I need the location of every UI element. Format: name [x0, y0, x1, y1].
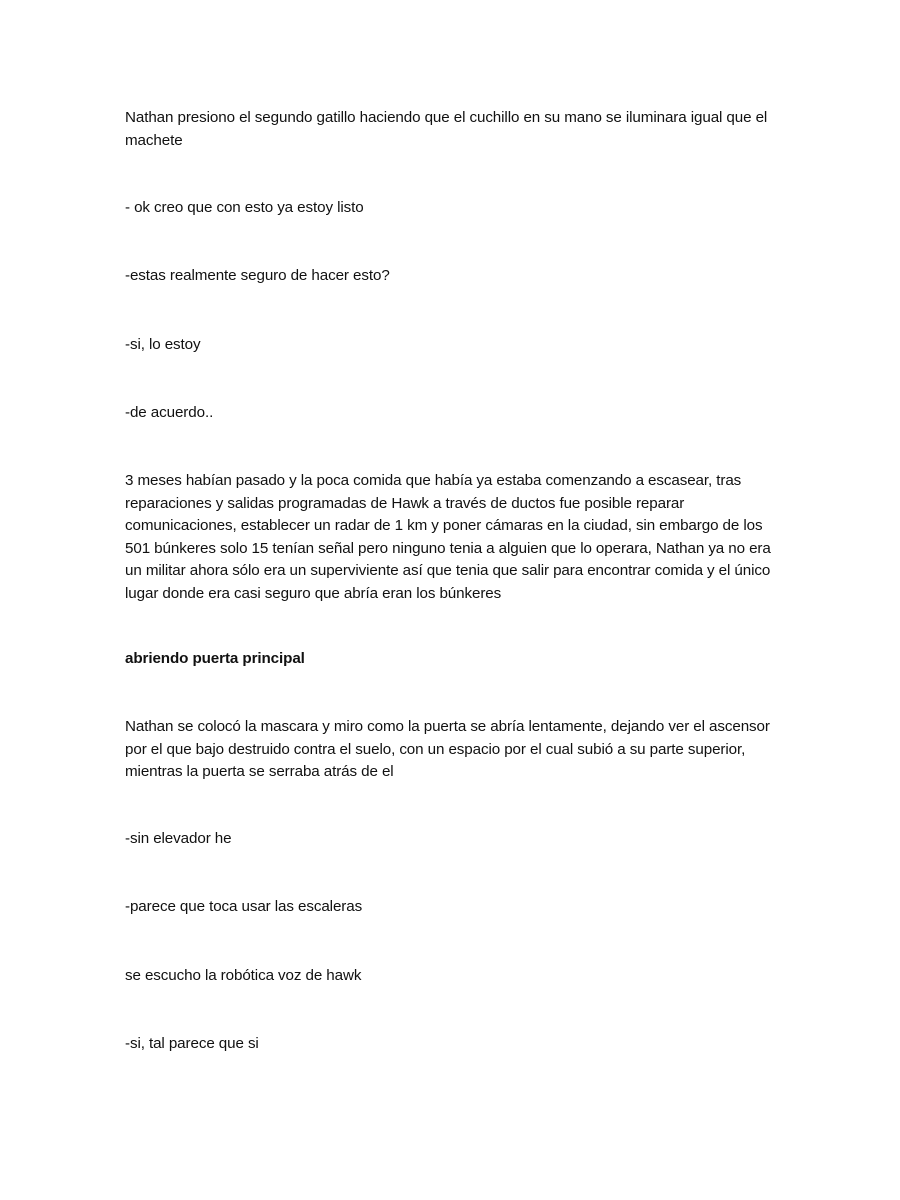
- dialogue-line-5: -sin elevador he: [125, 830, 232, 847]
- narration-line: se escucho la robótica voz de hawk: [125, 967, 362, 984]
- dialogue-line-2: -estas realmente seguro de hacer esto?: [125, 267, 390, 284]
- paragraph-narration-1: Nathan presiono el segundo gatillo haciendo que el cuchillo en su mano se iluminara igual que el machete: [125, 109, 768, 149]
- dialogue-line-6: -parece que toca usar las escaleras: [125, 898, 363, 915]
- dialogue-line-4: -de acuerdo..: [125, 404, 214, 421]
- dialogue-line-1: - ok creo que con esto ya estoy listo: [125, 199, 364, 216]
- dialogue-line-3: -si, lo estoy: [125, 336, 201, 353]
- paragraph-narration-3: Nathan se colocó la mascara y miro como la puerta se abría lentamente, dejando ver el ascensor por el que bajo destruido contra el suelo, con un espacio por el cual subió a su parte superior, mientras la puerta se serraba atrás de el: [125, 718, 770, 780]
- section-heading: abriendo puerta principal: [125, 650, 305, 667]
- paragraph-narration-2: 3 meses habían pasado y la poca comida que había ya estaba comenzando a escasear, tras reparaciones y salidas programadas de Hawk a través de ductos fue posible reparar comunicaciones, establecer un radar de 1 km y poner cámaras en la ciudad, sin embargo de los 501 búnkeres solo 15 tenían señal pero ninguno tenia a alguien que lo operara, Nathan ya no era un militar ahora sólo era un superviviente así que tenia que salir para encontrar comida y el único lugar donde era casi seguro que abría eran los búnkeres: [125, 472, 771, 602]
- dialogue-line-7: -si, tal parece que si: [125, 1035, 259, 1052]
